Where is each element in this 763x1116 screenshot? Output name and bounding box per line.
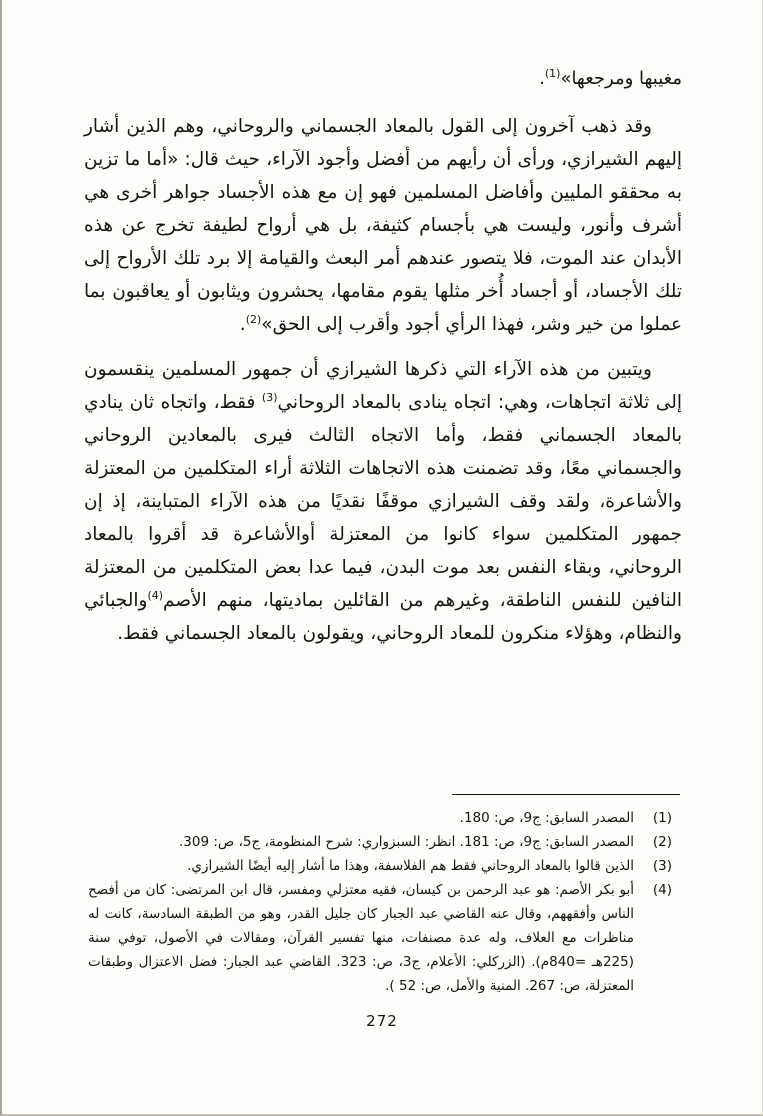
footnotes-block <box>88 806 674 998</box>
footnote-ref-1: (1) <box>544 67 561 80</box>
footnote-3-number: (3) <box>652 858 672 874</box>
footnote-1 <box>88 806 674 830</box>
footnote-4-text: أبو بكر الأصم: هو عبد الرحمن بن كيسان، فقيه معتزلي ومفسر، قال ابن المرتضى: كان من أفصح الناس وأفقههم، وقال عنه القاضي عبد الجبار كان جليل القدر، وهو من الطبقة السادسة، كانت له مناظرات مع العلاف، وله عدة مصنفات، منها تفسير القرآن، ومقالات في الأصول، توفي سنة (225هـ =840م). (الزركلي: الأعلام، ج3، ص: 323. القاضي عبد الجبار: فضل الاعتزال وطبقات المعتزلة، ص: 267. المنية والأمل، ص: 52 ). <box>88 882 634 994</box>
footnote-ref-2: (2) <box>245 313 262 326</box>
paragraph-1 <box>84 110 682 341</box>
page-number: 272 <box>366 1012 398 1030</box>
footnote-separator-rule <box>452 794 680 795</box>
opening-line-text: مغيبها ومرجعها» <box>560 68 682 89</box>
paragraph-2-segment-2: فقط، واتجاه ثان ينادي بالمعاد الجسماني فقط، وأما الاتجاه الثالث فيرى بالمعادين الروحاني والجسماني معًا، وقد تضمنت هذه الاتجاهات الثلاثة أراء المتكلمين من المعتزلة والأشاعرة، ولقد وقف الشيرازي موقفًا نقديًا من هذه الآراء المتباينة، إذ إن جمهور المتكلمين سواء كانوا من المعتزلة أوالأشاعرة قد أقروا بالمعاد الروحاني، وبقاء النفس بعد موت البدن، فيما عدا بعض المتكلمين من المعتزلة النافين للنفس الناطقة، وغيرهم من القائلين بماديتها، منهم الأصم <box>84 392 682 611</box>
footnote-2-text: المصدر السابق: ج9، ص: 181. انظر: السبزواري: شرح المنظومة، ج5، ص: 309. <box>178 834 634 850</box>
footnote-3-text: الذين قالوا بالمعاد الروحاني فقط هم الفلاسفة، وهذا ما أشار إليه أيضًا الشيرازي. <box>187 858 634 874</box>
footnote-ref-4: (4) <box>147 589 164 602</box>
paragraph-2-segment-1: ويتبين من هذه الآراء التي ذكرها الشيرازي أن جمهور المسلمين ينقسمون إلى ثلاثة اتجاهات، وهي: اتجاه ينادى بالمعاد الروحاني <box>84 359 682 413</box>
opening-line <box>84 64 682 94</box>
footnote-1-text: المصدر السابق: ج9، ص: 180. <box>459 810 634 826</box>
paragraph-1-text: وقد ذهب آخرون إلى القول بالمعاد الجسماني والروحاني، وهم الذين أشار إليهم الشيرازي، ورأى أن رأيهم من أفضل وأجود الآراء، حيث قال: «أما ما تزين به محققو المليين وأفاضل المسلمين فهو إن مع هذه الأجساد جواهر أخرى هي أشرف وأنور، وليست هي بأجسام كثيفة، بل هي أرواح لطيفة تخرج عن هذه الأبدان عند الموت، فلا يتصور عندهم أمر البعث والقيامة إلا برد تلك الأرواح إلى تلك الأجساد، أو أجساد أُخر مثلها يقوم مقامها، يحشرون ويثابون أو يعاقبون بما عملوا من خير وشر، فهذا الرأي أجود وأقرب إلى الحق» <box>84 116 682 335</box>
footnote-2-number: (2) <box>652 834 672 850</box>
footnote-4-number: (4) <box>652 882 672 898</box>
footnote-3 <box>88 854 674 878</box>
opening-line-period: . <box>539 68 545 89</box>
paragraph-2-segment-3: والجبائي والنظام، وهؤلاء منكرون للمعاد الروحاني، ويقولون بالمعاد الجسماني فقط. <box>84 590 682 644</box>
paragraph-2 <box>84 353 682 650</box>
footnote-1-number: (1) <box>652 810 672 826</box>
footnote-ref-3: (3) <box>261 391 278 404</box>
footnote-4 <box>88 878 674 998</box>
paragraph-1-period: . <box>239 314 246 335</box>
footnote-2 <box>88 830 674 854</box>
main-text-block <box>84 64 682 650</box>
